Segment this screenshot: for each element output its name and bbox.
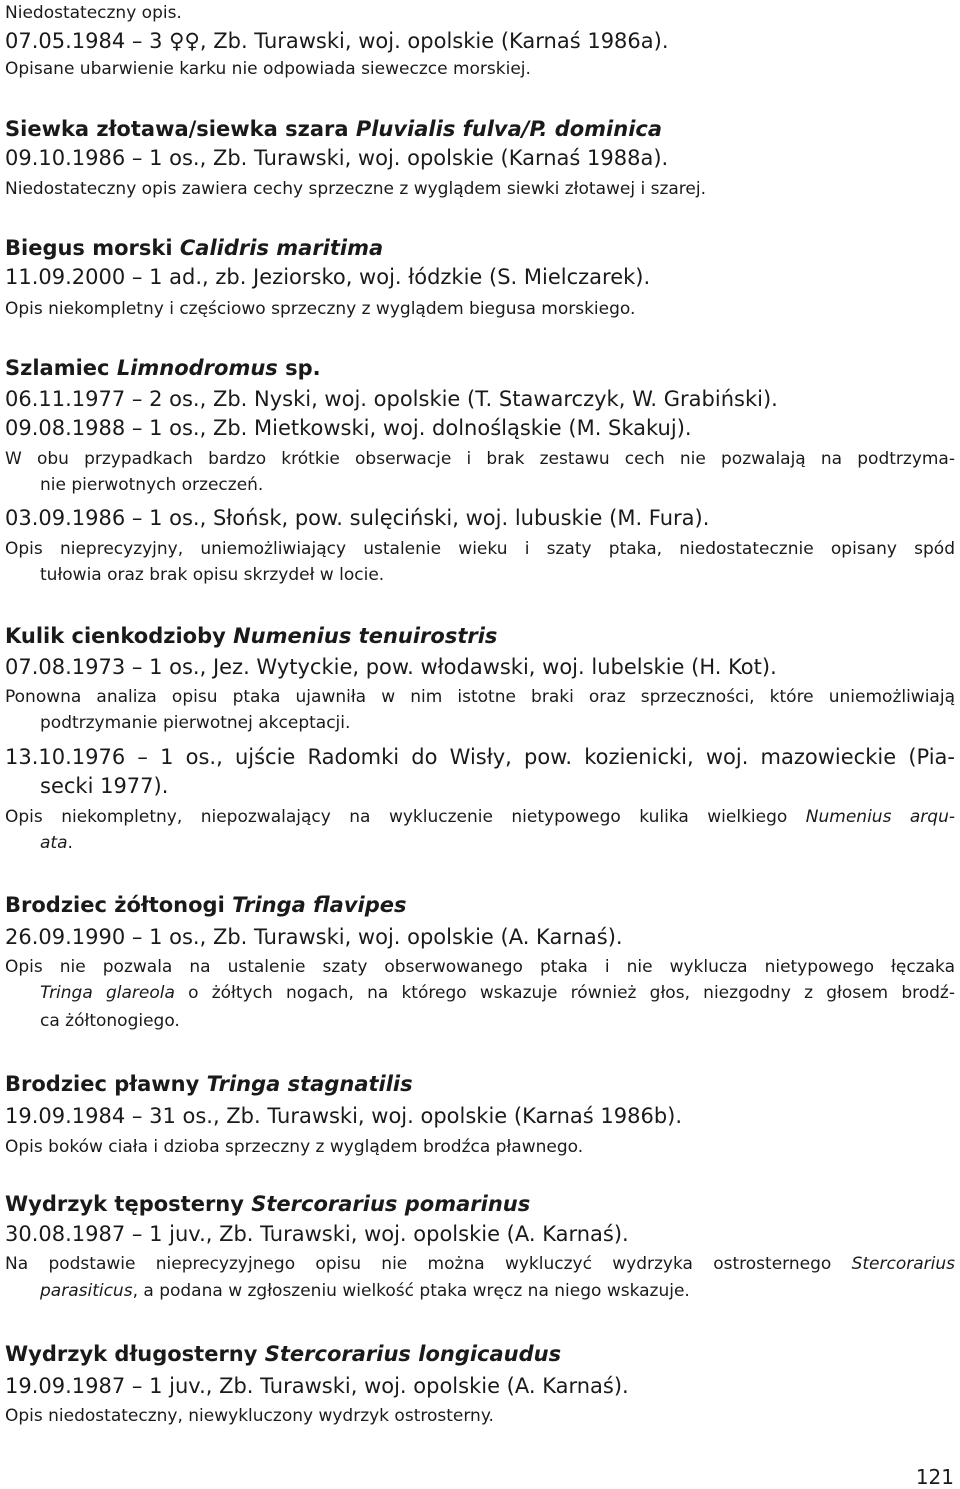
record-note: Ponowna analiza opisu ptaka ujawniła w nim istotne braki oraz sprzeczności, które uniemożliwiają xyxy=(5,687,955,707)
record-line: secki 1977). xyxy=(40,774,169,798)
record-note: ca żółtonogiego. xyxy=(40,1011,180,1031)
record-note: Opis niekompletny i częściowo sprzeczny z wyglądem biegusa morskiego. xyxy=(5,299,636,319)
record-line: 26.09.1990 – 1 os., Zb. Turawski, woj. opolskie (A. Karnaś). xyxy=(5,925,623,949)
record-line: 09.08.1988 – 1 os., Zb. Mietkowski, woj. dolnośląskie (M. Skakuj). xyxy=(5,416,692,440)
species-heading: Brodziec żółtonogi Tringa flavipes xyxy=(5,893,407,917)
record-line: 19.09.1987 – 1 juv., Zb. Turawski, woj. opolskie (A. Karnaś). xyxy=(5,1374,629,1398)
record-note: Opis niekompletny, niepozwalający na wykluczenie nietypowego kulika wielkiego Numenius arqu- xyxy=(5,807,955,827)
record-note: Tringa glareola o żółtych nogach, na którego wskazuje również głos, niezgodny z głosem brodź- xyxy=(40,983,955,1003)
record-note: tułowia oraz brak opisu skrzydeł w locie. xyxy=(40,565,385,585)
record-note: podtrzymanie pierwotnej akceptacji. xyxy=(40,713,351,733)
record-note: parasiticus, a podana w zgłoszeniu wielkość ptaka wręcz na niego wskazuje. xyxy=(40,1281,690,1301)
record-note: Opisane ubarwienie karku nie odpowiada sieweczce morskiej. xyxy=(5,59,531,79)
record-note: ata. xyxy=(40,833,73,853)
species-heading: Brodziec pławny Tringa stagnatilis xyxy=(5,1072,413,1096)
species-heading: Biegus morski Calidris maritima xyxy=(5,236,384,260)
page-number: 121 xyxy=(915,1465,954,1489)
record-line: 11.09.2000 – 1 ad., zb. Jeziorsko, woj. łódzkie (S. Mielczarek). xyxy=(5,265,651,289)
record-note: Opis boków ciała i dzioba sprzeczny z wyglądem brodźca pławnego. xyxy=(5,1137,584,1157)
record-line: 30.08.1987 – 1 juv., Zb. Turawski, woj. opolskie (A. Karnaś). xyxy=(5,1222,629,1246)
record-line: 07.05.1984 – 3 ♀♀, Zb. Turawski, woj. opolskie (Karnaś 1986a). xyxy=(5,29,669,53)
species-heading: Szlamiec Limnodromus sp. xyxy=(5,356,321,380)
species-heading: Siewka złotawa/siewka szara Pluvialis fulva/P. dominica xyxy=(5,117,663,141)
record-note: Na podstawie nieprecyzyjnego opisu nie można wykluczyć wydrzyka ostrosternego Stercorarius xyxy=(5,1254,955,1274)
record-line: 07.08.1973 – 1 os., Jez. Wytyckie, pow. włodawski, woj. lubelskie (H. Kot). xyxy=(5,655,777,679)
record-line: 06.11.1977 – 2 os., Zb. Nyski, woj. opolskie (T. Stawarczyk, W. Grabiński). xyxy=(5,387,778,411)
record-note: Niedostateczny opis zawiera cechy sprzeczne z wyglądem siewki złotawej i szarej. xyxy=(5,179,707,199)
record-note: W obu przypadkach bardzo krótkie obserwacje i brak zestawu cech nie pozwalają na podtrzyma- xyxy=(5,449,955,469)
record-line: 19.09.1984 – 31 os., Zb. Turawski, woj. opolskie (Karnaś 1986b). xyxy=(5,1104,683,1128)
record-note: Niedostateczny opis. xyxy=(5,3,182,23)
record-note: Opis niedostateczny, niewykluczony wydrzyk ostrosterny. xyxy=(5,1406,494,1426)
species-heading: Wydrzyk tęposterny Stercorarius pomarinus xyxy=(5,1192,531,1216)
record-note: Opis nieprecyzyjny, uniemożliwiający ustalenie wieku i szaty ptaka, niedostatecznie opisany spód xyxy=(5,539,955,559)
record-note: nie pierwotnych orzeczeń. xyxy=(40,475,264,495)
record-line: 13.10.1976 – 1 os., ujście Radomki do Wisły, pow. kozienicki, woj. mazowieckie (Pia- xyxy=(5,745,955,769)
species-heading: Kulik cienkodzioby Numenius tenuirostris xyxy=(5,624,498,648)
record-note: Opis nie pozwala na ustalenie szaty obserwowanego ptaka i nie wyklucza nietypowego łęczaka xyxy=(5,957,955,977)
species-heading: Wydrzyk długosterny Stercorarius longicaudus xyxy=(5,1342,562,1366)
record-line: 09.10.1986 – 1 os., Zb. Turawski, woj. opolskie (Karnaś 1988a). xyxy=(5,146,669,170)
record-line: 03.09.1986 – 1 os., Słońsk, pow. sulęciński, woj. lubuskie (M. Fura). xyxy=(5,506,710,530)
